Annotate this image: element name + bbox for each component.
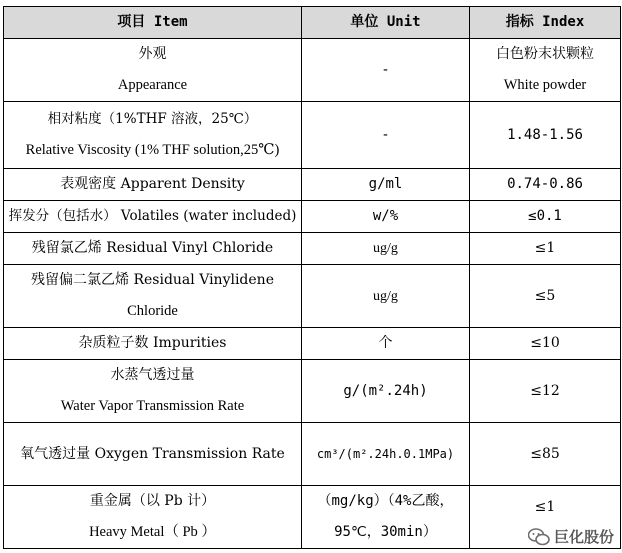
index-cell: ≤1: [470, 233, 621, 265]
item-cell: [4, 486, 302, 549]
index-value: ≤1: [534, 498, 556, 515]
item-en: Heavy Metal（ Pb ）: [89, 524, 216, 540]
item-cell: 表观密度 Apparent Density: [4, 169, 302, 201]
unit-cell: g/(m².24h): [302, 360, 470, 423]
spec-table: [3, 6, 621, 549]
header-index: 指标 Index: [470, 7, 621, 39]
item-en: Appearance: [117, 77, 188, 93]
item-cell: 残留氯乙烯 Residual Vinyl Chloride: [4, 233, 302, 265]
table-row: [4, 233, 621, 265]
table-row: [4, 169, 621, 201]
index-cell: ≤0.1: [470, 201, 621, 233]
unit-cell: w/%: [302, 201, 470, 233]
index-cell: 0.74-0.86: [470, 169, 621, 201]
item-cell: 挥发分（包括水） Volatiles (water included): [4, 201, 302, 233]
unit-cell: [302, 486, 470, 549]
item-cell: [4, 360, 302, 423]
unit-line-1: （mg/kg）（4%乙酸，: [317, 493, 454, 509]
item-cn: 外观: [138, 46, 167, 62]
item-en: Water Vapor Transmission Rate: [60, 398, 245, 414]
table-row: [4, 39, 621, 102]
index-cell: ≤12: [470, 360, 621, 423]
index-cell: ≤10: [470, 328, 621, 360]
unit-cell: ug/g: [302, 233, 470, 265]
unit-line-2: 95℃，30min）: [334, 524, 437, 540]
item-cell: [4, 102, 302, 169]
item-en: Relative Viscosity (1% THF solution,25℃): [25, 142, 280, 158]
unit-cell: -: [302, 39, 470, 102]
item-cell: 氧气透过量 Oxygen Transmission Rate: [4, 423, 302, 486]
item-cell: [4, 39, 302, 102]
index-cell: ≤5: [470, 265, 621, 328]
table-row: [4, 201, 621, 233]
watermark-text: 巨化股份: [553, 528, 614, 546]
index-cn: 白色粉末状颗粒: [496, 46, 594, 62]
table-row: [4, 328, 621, 360]
index-en: White powder: [503, 77, 587, 93]
header-item: 项目 Item: [4, 7, 302, 39]
index-cell: ≤85: [470, 423, 621, 486]
item-en: Chloride: [127, 303, 178, 319]
table-row: [4, 360, 621, 423]
unit-cell: 个: [302, 328, 470, 360]
unit-cell: ug/g: [302, 265, 470, 328]
item-cell: [4, 265, 302, 328]
table-row: [4, 265, 621, 328]
item-cn: 残留偏二氯乙烯 Residual Vinylidene: [31, 272, 274, 288]
table-row: [4, 102, 621, 169]
header-unit: 单位 Unit: [302, 7, 470, 39]
item-cn: 水蒸气透过量: [110, 367, 195, 383]
index-cell: 1.48-1.56: [470, 102, 621, 169]
unit-cell: -: [302, 102, 470, 169]
watermark: [528, 526, 614, 547]
unit-cell: g/ml: [302, 169, 470, 201]
item-cn: 相对粘度（1%THF 溶液，25℃）: [47, 111, 258, 127]
table-row: [4, 423, 621, 486]
index-cell: [470, 39, 621, 102]
table-header-row: [4, 7, 621, 39]
unit-cell: cm³/(m².24h.0.1MPa): [302, 423, 470, 486]
item-cn: 重金属（以 Pb 计）: [89, 493, 216, 509]
item-cell: 杂质粒子数 Impurities: [4, 328, 302, 360]
wechat-logo-icon: [528, 528, 550, 546]
